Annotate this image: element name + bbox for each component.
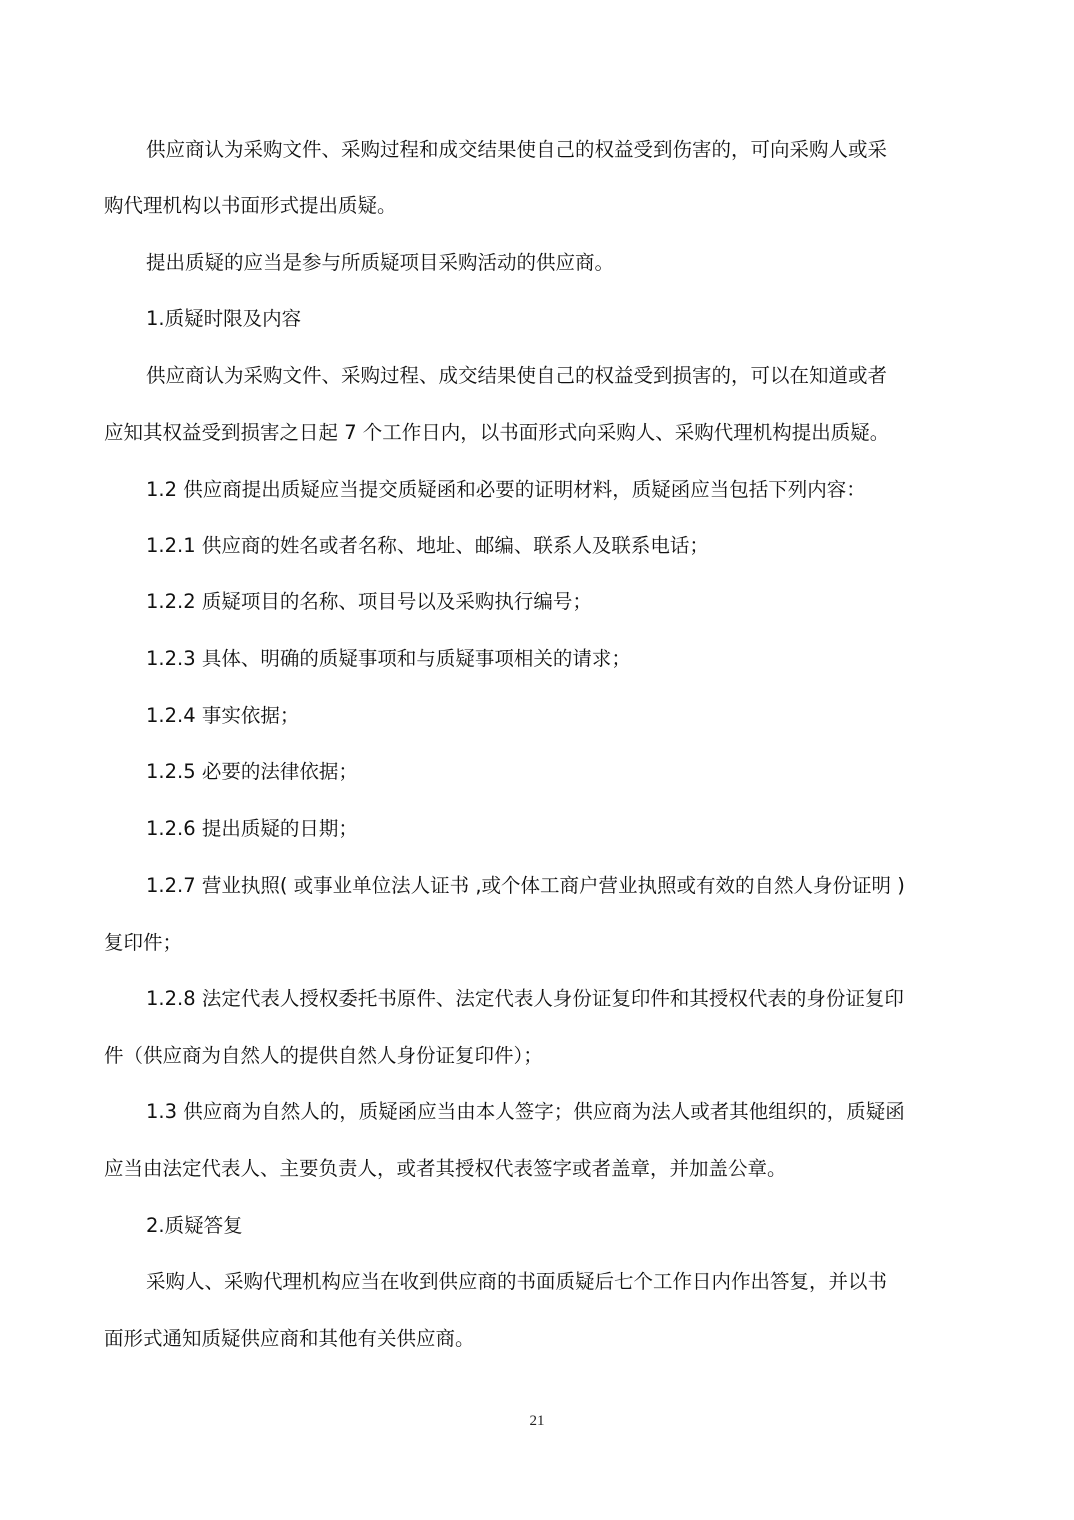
paragraph-line: 采购人、采购代理机构应当在收到供应商的书面质疑后七个工作日内作出答复，并以书 — [146, 1270, 888, 1293]
paragraph-line: 供应商认为采购文件、采购过程和成交结果使自己的权益受到伤害的，可向采购人或采 — [146, 138, 888, 161]
list-item: 1.2.1 供应商的姓名或者名称、地址、邮编、联系人及联系电话； — [146, 534, 709, 557]
page-number: 21 — [529, 1413, 545, 1429]
section-heading: 1.质疑时限及内容 — [146, 307, 302, 330]
list-item: 1.2.7 营业执照( 或事业单位法人证书 ,或个体工商户营业执照或有效的自然人身份证明 ) — [146, 874, 905, 897]
list-item: 1.2.6 提出质疑的日期； — [146, 817, 358, 840]
paragraph-line: 购代理机构以书面形式提出质疑。 — [104, 194, 397, 217]
list-item: 1.2.4 事实依据； — [146, 704, 300, 727]
list-item: 1.2.8 法定代表人授权委托书原件、法定代表人身份证复印件和其授权代表的身份证复印 — [146, 987, 904, 1010]
paragraph-line: 应知其权益受到损害之日起 7 个工作日内，以书面形式向采购人、采购代理机构提出质疑。 — [104, 421, 890, 444]
paragraph-line: 面形式通知质疑供应商和其他有关供应商。 — [104, 1327, 475, 1350]
list-item: 1.2.3 具体、明确的质疑事项和与质疑事项相关的请求； — [146, 647, 631, 670]
list-item: 1.2.5 必要的法律依据； — [146, 760, 358, 783]
paragraph-line: 提出质疑的应当是参与所质疑项目采购活动的供应商。 — [146, 251, 615, 274]
section-heading: 2.质疑答复 — [146, 1214, 243, 1237]
paragraph-line: 供应商认为采购文件、采购过程、成交结果使自己的权益受到损害的，可以在知道或者 — [146, 364, 888, 387]
paragraph-line: 应当由法定代表人、主要负责人，或者其授权代表签字或者盖章，并加盖公章。 — [104, 1157, 787, 1180]
list-item-continuation: 件（供应商为自然人的提供自然人身份证复印件）； — [104, 1044, 543, 1067]
paragraph-line: 1.2 供应商提出质疑应当提交质疑函和必要的证明材料，质疑函应当包括下列内容： — [146, 478, 866, 501]
paragraph-line: 1.3 供应商为自然人的，质疑函应当由本人签字；供应商为法人或者其他组织的，质疑函 — [146, 1100, 905, 1123]
list-item-continuation: 复印件； — [104, 931, 183, 954]
list-item: 1.2.2 质疑项目的名称、项目号以及采购执行编号； — [146, 590, 592, 613]
